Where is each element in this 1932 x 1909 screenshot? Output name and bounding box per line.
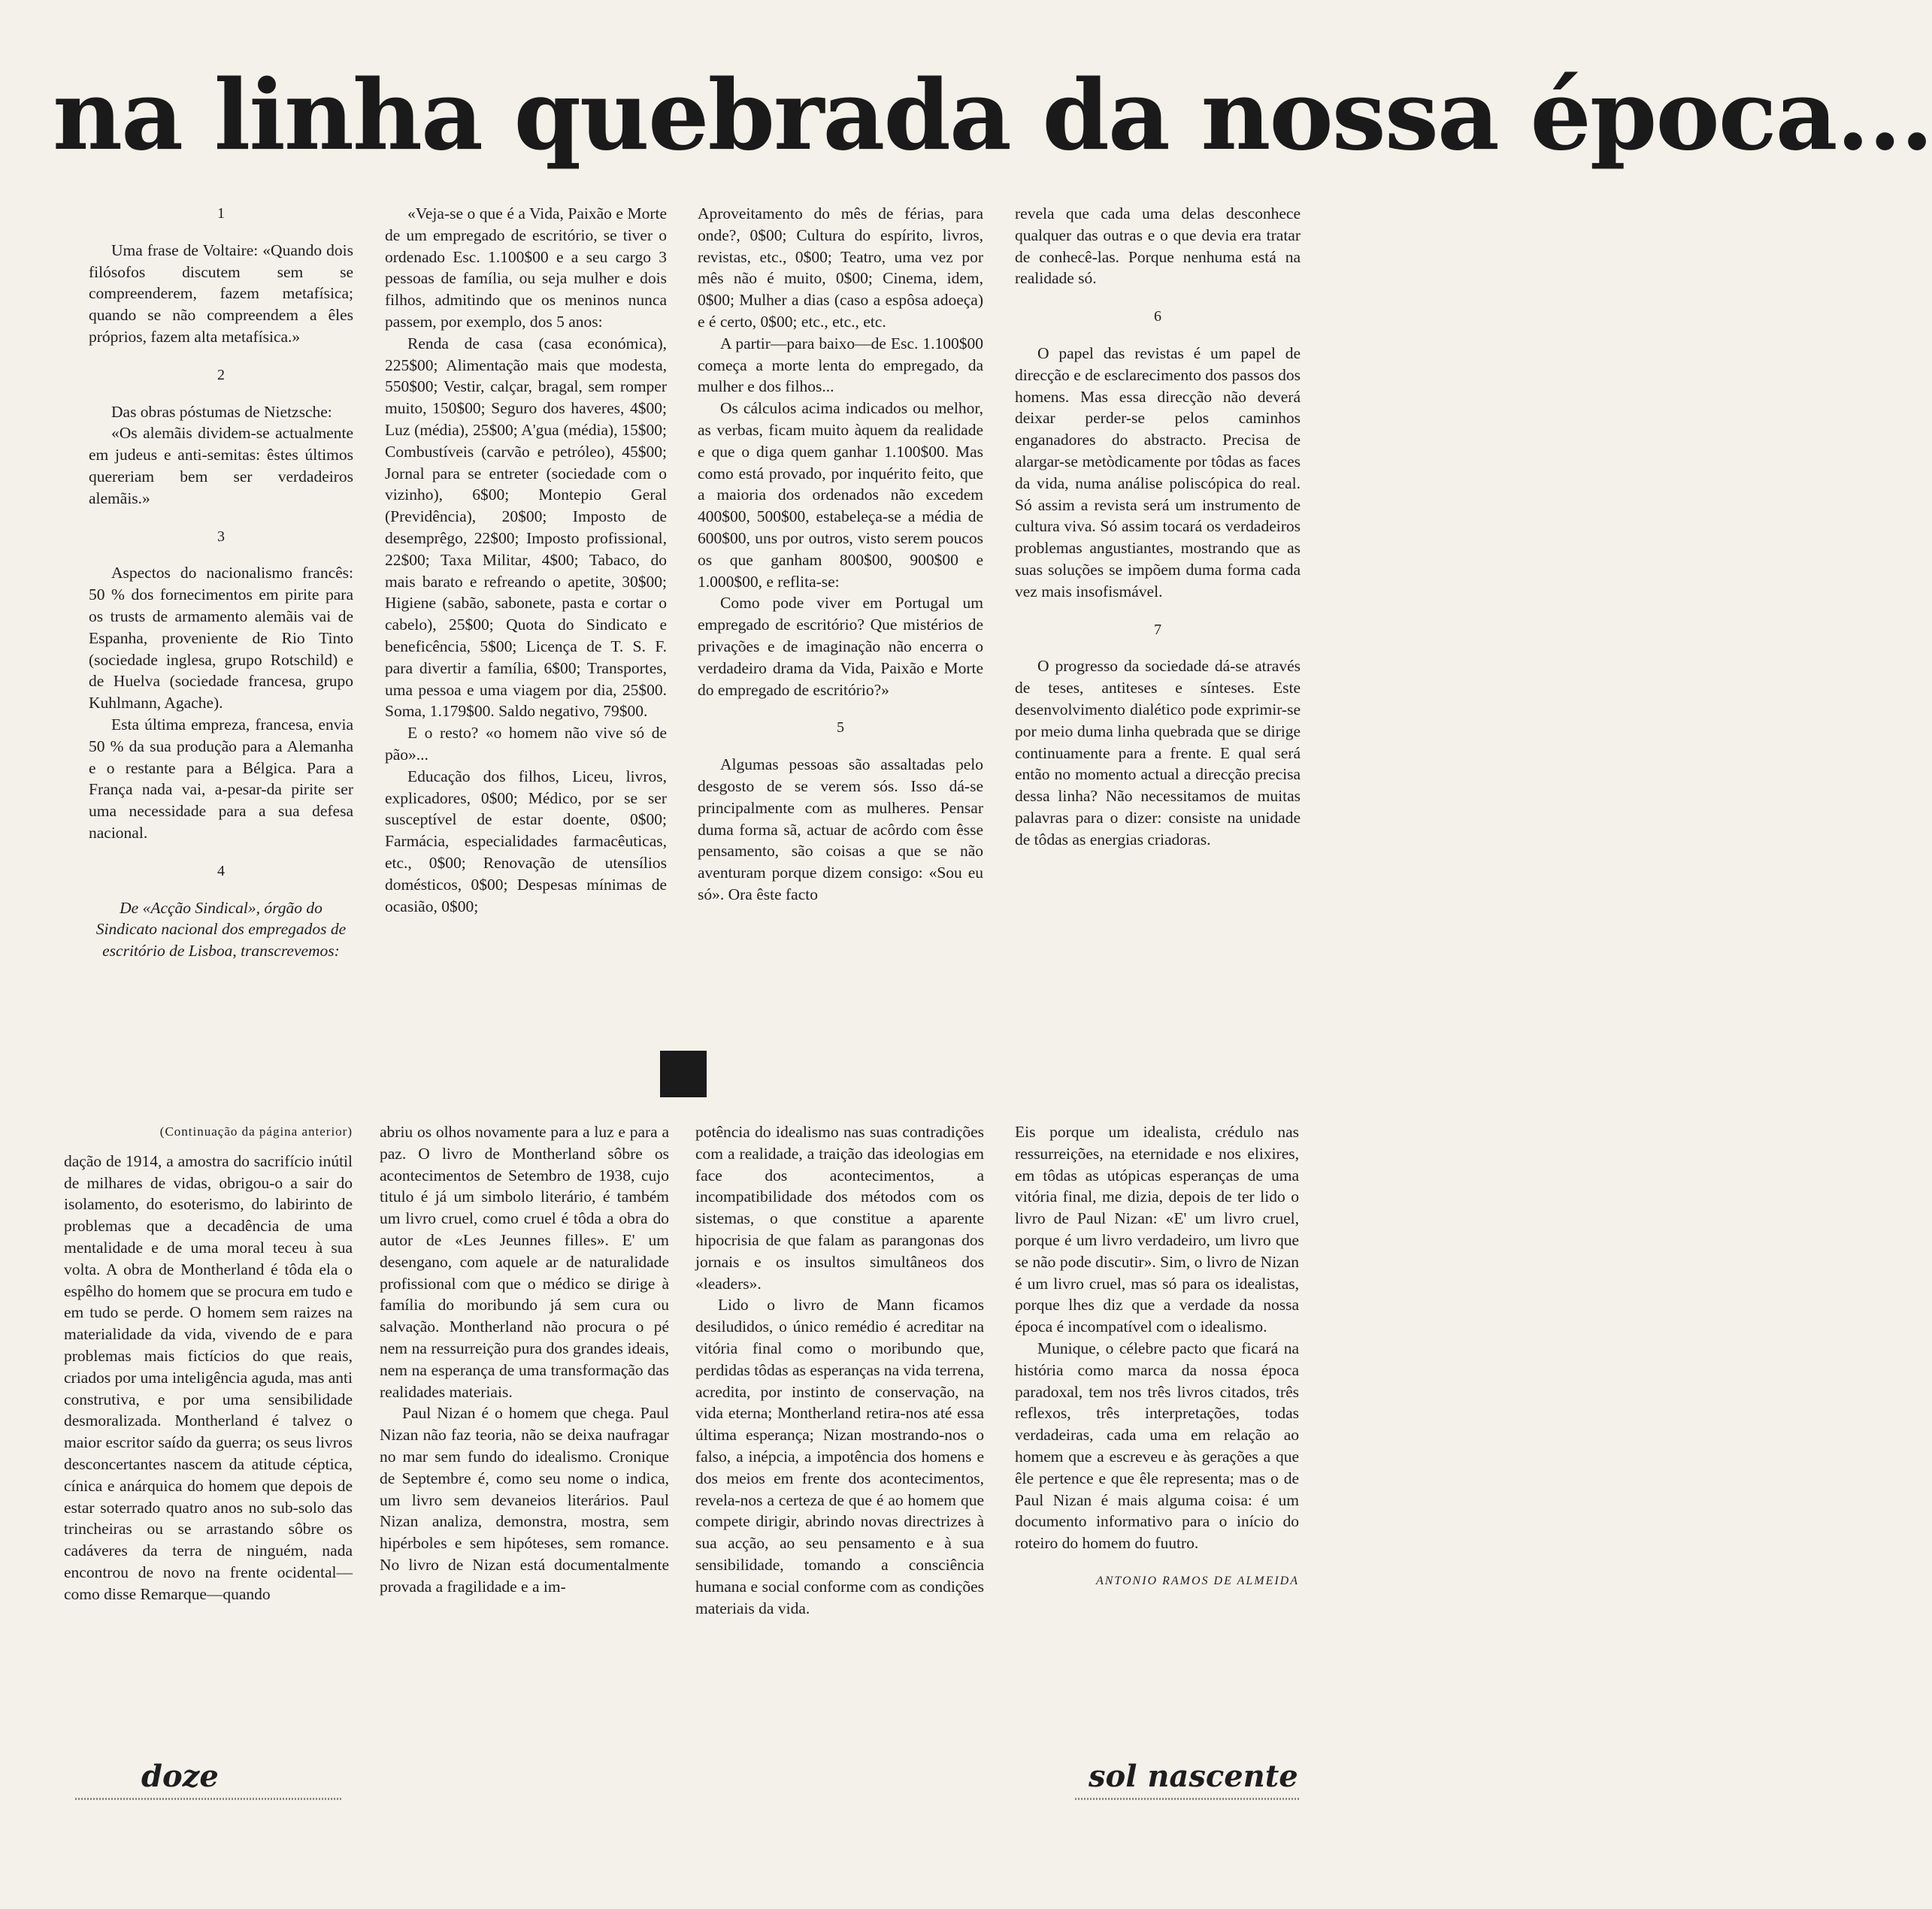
headline: na linha quebrada da nossa época... xyxy=(53,59,1932,172)
paragraph: Aproveitamento do mês de férias, para onde?, 0$00; Cultura do espírito, livros, revistas, etc., 0$00; Teatro, uma vez por mês não é muito, 0$00; Cinema, idem, 0$00; Mulher a dias (caso a espôsa adoeça) e é certo, 0$00; etc., etc., etc. xyxy=(698,204,983,331)
section-number: 3 xyxy=(217,528,225,545)
bottom-column-4 xyxy=(1015,1121,1299,1593)
paragraph: «Veja-se o que é a Vida, Paixão e Morte de um empregado de escritório, se tiver o ordenado Esc. 1.100$00 e a seu cargo 3 pessoas de família, ou seja mulher e dois filhos, admitindo que os meninos nunca passem, por exemplo, dos 5 anos: xyxy=(385,204,667,331)
section-number: 1 xyxy=(217,205,225,222)
paragraph: A partir—para baixo—de Esc. 1.100$00 começa a morte lenta do empregado, da mulher e dos filhos... xyxy=(698,334,983,396)
top-column-4 xyxy=(1015,203,1301,851)
continuation-note: (Continuação da página anterior) xyxy=(159,1124,353,1139)
paragraph: Uma frase de Voltaire: «Quando dois filósofos discutem sem se compreenderem, fazem metafísica; quando se não compreendem a êles próprios, fazem alta metafísica.» xyxy=(89,241,353,346)
paragraph: Lido o livro de Mann ficamos desiludidos, o único remédio é acreditar na vitória final como o moribundo que, perdidas tôdas as esperanças na vida terrena, acredita, por instinto de conservação, na vida eterna; Montherland retira-nos até essa última esperança; Nizan mostrando-nos o falso, a inépcia, a impotência dos homens e dos meios em frente dos acontecimentos, revela-nos a certeza de que é ao homem que compete dirigir, abrindo novas directrizes à sua acção, ao seu pensamento e à sua sensibilidade, tomando a consciência humana e social conforme com as condições materiais da vida. xyxy=(695,1296,984,1617)
paragraph: Aspectos do nacionalismo francês: 50 % dos fornecimentos em pirite para os trusts de armamento alemãis vai de Espanha, proveniente de Rio Tinto (sociedade inglesa, grupo Rotschild) e de Huelva (sociedade francesa, grupo Kuhlmann, Agache). xyxy=(89,564,353,712)
paragraph: Educação dos filhos, Liceu, livros, explicadores, 0$00; Médico, por se ser susceptível de estar doente, 0$00; Farmácia, especialidades farmacêuticas, etc., 0$00; Renovação de utensílios domésticos, 0$00; Despesas mínimas de ocasião, 0$00; xyxy=(385,767,667,915)
section-number: 4 xyxy=(217,862,225,879)
paragraph: abriu os olhos novamente para a luz e para a paz. O livro de Montherland sôbre os acontecimentos de Setembro de 1938, cujo titulo é já um simbolo literário, é também um livro cruel, como cruel é tôda a obra do autor de «Les Jeunnes filles». E' um desengano, com aquele ar de naturalidade profissional com que o médico se dirige à família do moribundo já sem cura ou salvação. Montherland não procura o pé nem na ressurreição pura dos grandes ideais, nem na esperança de uma transformação das realidades materiais. xyxy=(380,1123,669,1401)
paragraph: Eis porque um idealista, crédulo nas ressurreições, na eternidade e nos elixires, em tôdas as utópicas esperanças de uma vitória final, me dizia, depois de ter lido o livro de Paul Nizan: «E' um livro cruel, porque é um livro verdadeiro, um livro que se não pode discutir». Sim, o livro de Nizan é um livro cruel, mas só para os idealistas, porque lhes diz que a verdade da nossa época é incompatível com o idealismo. xyxy=(1015,1123,1299,1336)
paragraph: Munique, o célebre pacto que ficará na história como marca da nossa época paradoxal, tem nos três livros citados, três reflexos, três interpretações, todas verdadeiras, cada uma em relação ao homem que a escreveu e às gerações a que êle pertence e que êle representa; mas o de Paul Nizan é mais alguma coisa: é um documento informativo para o início do roteiro do homem do fuutro. xyxy=(1015,1339,1299,1553)
section-number: 2 xyxy=(217,366,225,383)
top-column-3 xyxy=(698,203,983,906)
paragraph: Esta última empreza, francesa, envia 50 % da sua produção para a Alemanha e o restante para a Bélgica. Para a França nada vai, a-pesar-da pirite ser uma necessidade para a sua defesa nacional. xyxy=(89,715,353,842)
page-number: doze xyxy=(141,1759,219,1794)
paragraph: Renda de casa (casa económica), 225$00; Alimentação mais que modesta, 550$00; Vestir, calçar, bragal, sem romper muito, 150$00; Seguro dos haveres, 4$00; Luz (média), 25$00; A'gua (média), 15$00; Combustíveis (carvão e petróleo), 45$00; Jornal para se entreter (sociedade com o vizinho), 6$00; Montepio Geral (Previdência), 20$00; Imposto de desemprêgo, 22$00; Imposto profissional, 22$00; Taxa Militar, 4$00; Tabaco, do mais barato e refreando o apetite, 30$00; Higiene (sabão, sabonete, pasta e cortar o cabelo), 25$00; Quota do Sindicato e beneficência, 5$00; Licença de T. S. F. para divertir a família, 6$00; Transportes, uma pessoa e uma viagem por dia, 25$00. Soma, 1.179$00. Saldo negativo, 79$00. xyxy=(385,334,667,721)
intro-paragraph: De «Acção Sindical», órgão do Sindicato nacional dos empregados de escritório de Lisboa, transcrevemos: xyxy=(95,898,347,961)
paragraph: dação de 1914, a amostra do sacrifício inútil de milhares de vidas, obrigou-o a sair do isolamento, do esoterismo, do labirinto de problemas que a decadência de uma mentalidade e de uma moral teceu à sua volta. A obra de Montherland é tôda ela o espêlho do homem que se procura em tudo e em tudo se perde. O homem sem raizes na materialidade da vida, vivendo de e para problemas mais fictícios do que reais, criados por uma inteligência aguda, mas anti construtiva, e por uma sensibilidade desmoralizada. Montherland é talvez o maior escritor saído da guerra; os seus livros desconcertantes nascem da atitude céptica, cínica e anárquica do homem que depois de estar soterrado quatro anos no sub-solo das trincheiras ou se arrastando sôbre os cadáveres da terra de ninguém, nada encontrou de novo na frente ocidental—como disse Remarque—quando xyxy=(64,1151,353,1603)
footer-rule-right xyxy=(1075,1798,1301,1800)
section-number: 6 xyxy=(1154,308,1161,325)
top-column-1 xyxy=(89,203,353,962)
paragraph: revela que cada uma delas desconhece qualquer das outras e o que devia era tratar de conhecê-las. Porque nenhuma está na realidade só. xyxy=(1015,204,1301,288)
bottom-column-1 xyxy=(64,1121,353,1605)
paragraph: O papel das revistas é um papel de direcção e de esclarecimento dos passos dos homens. Mas essa direcção não deverá deixar perder-se pelos caminhos enganadores do abstracto. Precisa de alargar-se metòdicamente por tôdas as faces da vida, numa análise poliscópica do real. Só assim a revista será um instrumento de cultura viva. Só assim tocará os verdadeiros problemas angustiantes, mostrando que as suas soluções se impõem duma forma cada vez mais insofismável. xyxy=(1015,343,1301,601)
section-number: 5 xyxy=(837,719,844,737)
author-signature: ANTONIO RAMOS DE ALMEIDA xyxy=(1095,1574,1299,1587)
paragraph: potência do idealismo nas suas contradições com a realidade, a traição das ideologias em face dos acontecimentos, a incompatibilidade dos métodos com os sistemas, o que constitue a aparente hipocrisia de que falam as parangonas dos jornais e os insultos simultâneos dos «leaders». xyxy=(695,1123,984,1293)
footer-rule-left xyxy=(75,1798,342,1800)
paragraph: Das obras póstumas de Nietzsche: xyxy=(111,402,332,421)
paragraph: Como pode viver em Portugal um empregado de escritório? Que mistérios de privações e de imaginação não encerra o verdadeiro drama da Vida, Paixão e Morte do empregado de escritório?» xyxy=(698,594,983,699)
section-number: 7 xyxy=(1154,621,1161,638)
bottom-column-3 xyxy=(695,1121,984,1619)
paragraph: Algumas pessoas são assaltadas pelo desgosto de se verem sós. Isso dá-se principalmente com as mulheres. Pensar duma forma sã, actuar de acôrdo com êsse pensamento, são coisas a que se não aventuram porque dizem consigo: «Sou eu só». Ora êste facto xyxy=(698,755,983,903)
bottom-column-2 xyxy=(380,1121,669,1598)
section-divider-square xyxy=(660,1051,707,1097)
publication-name: sol nascente xyxy=(1089,1759,1298,1794)
paragraph: Paul Nizan é o homem que chega. Paul Nizan não faz teoria, não se deixa naufragar no mar sem fundo do idealismo. Cronique de Septembre é, como seu nome o indica, um livro sem devaneios literários. Paul Nizan analiza, demonstra, mostra, sem hipérboles e sem hipóteses, sem romance. No livro de Nizan está documentalmente provada a fragilidade e a im- xyxy=(380,1404,669,1596)
paragraph: O progresso da sociedade dá-se através de teses, antiteses e sínteses. Este desenvolvimento dialético pode exprimir-se por meio duma linha quebrada que se dirige continuamente para a frente. E qual será então no momento actual a direcção precisa dessa linha? Não necessitamos de muitas palavras para o dizer: consiste na unidade de tôdas as energias criadoras. xyxy=(1015,657,1301,849)
paragraph: «Os alemãis dividem-se actualmente em judeus e anti-semitas: êstes últimos quereriam bem ser verdadeiros alemãis.» xyxy=(89,424,353,507)
paragraph: Os cálculos acima indicados ou melhor, as verbas, ficam muito àquem da realidade e que o diga quem ganhar 1.100$00. Mas como está provado, por inquérito feito, que a maioria dos ordenados não excedem 400$00, 500$00, estabeleça-se a média de 600$00, uns por outros, visto serem poucos os que ganham 800$00, 900$00 e 1.000$00, e reflita-se: xyxy=(698,399,983,591)
top-column-2 xyxy=(385,203,667,917)
paragraph: E o resto? «o homem não vive só de pão»... xyxy=(385,724,667,764)
